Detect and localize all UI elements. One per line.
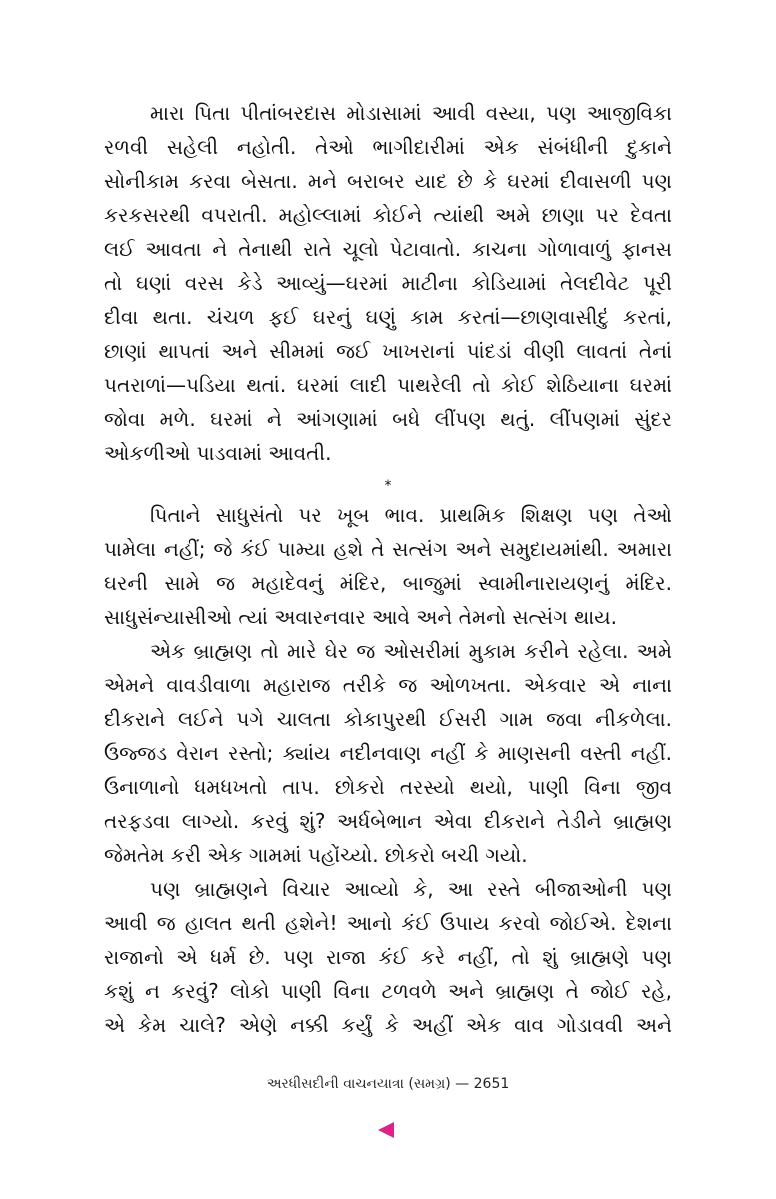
text-line: કરકસરથી વપરાતી. મહોલ્લામાં કોઈને ત્યાંથી અમે છાણા પર દેવતા [104,203,672,227]
text-line: ઉજ્જડ વેરાન રસ્તો; ક્યાંય નદીનવાણ નહીં કે માણસની વસ્તી નહીં. [104,741,672,765]
text-line: દીવા થતા. ચંચળ ફઈ ઘરનું ઘણું કામ કરતાં—છાણવાસીદું કરતાં, [104,305,672,329]
text-line: રાજાનો એ ધર્મ છે. પણ રાજા કંઈ કરે નહીં, તો શું બ્રાહ્મણે પણ [104,945,672,969]
text-line: કશું ન કરવું? લોકો પાણી વિના ટળવળે અને બ્રાહ્મણ તે જોઈ રહે, [104,979,672,1003]
text-line: એ કેમ ચાલે? એણે નક્કી કર્યું કે અહીં એક વાવ ગોડાવવી અને [104,1013,672,1037]
triangle-left-icon[interactable] [378,1122,394,1138]
text-line: એક બ્રાહ્મણ તો મારે ઘેર જ ઓસરીમાં મુકામ કરીને રહેલા. અમે [150,639,672,663]
text-line: જોવા મળે. ઘરમાં ને આંગણામાં બધે લીંપણ થતું. લીંપણમાં સુંદર [104,407,672,431]
text-line: તરફડવા લાગ્યો. કરવું શું? અર્ધબેભાન એવા દીકરાને તેડીને બ્રાહ્મણ [104,809,672,833]
text-line: પિતાને સાધુસંતો પર ખૂબ ભાવ. પ્રાથમિક શિક્ષણ પણ તેઓ [150,503,672,527]
text-line: જેમતેમ કરી એક ગામમાં પહોંચ્યો. છોકરો બચી ગયો. [104,843,528,867]
paragraph-4 [104,872,672,1042]
text-line: ઘરની સામે જ મહાદેવનું મંદિર, બાજુમાં સ્વામીનારાયણનું મંદિર. [104,571,672,595]
text-line: મારા પિતા પીતાંબરદાસ મોડાસામાં આવી વસ્યા, પણ આજીવિકા [150,101,672,125]
page-footer: અરધીસદીની વાચનયાત્રા (સમગ્ર) — 2651 [266,1076,510,1092]
paragraph-2 [104,498,672,634]
text-line: સાધુસંન્યાસીઓ ત્યાં અવારનવાર આવે અને તેમનો સત્સંગ થાય. [104,605,618,629]
text-line: રળવી સહેલી નહોતી. તેઓ ભાગીદારીમાં એક સંબંધીની દુકાને [104,135,672,159]
text-line: પણ બ્રાહ્મણને વિચાર આવ્યો કે, આ રસ્તે બીજાઓની પણ [150,877,672,901]
text-line: પામેલા નહીં; જે કંઈ પામ્યા હશે તે સત્સંગ અને સમુદાયમાંથી. અમારા [104,537,672,561]
text-line: આવી જ હાલત થતી હશેને! આનો કંઈ ઉપાય કરવો જોઈએ. દેશના [104,911,672,935]
text-line: છાણાં થાપતાં અને સીમમાં જઈ ખાખરાનાં પાંદડાં વીણી લાવતાં તેનાં [104,339,672,363]
text-line: પતરાળાં—પડિયા થતાં. ઘરમાં લાદી પાથરેલી તો કોઈ શેઠિયાના ઘરમાં [104,373,672,397]
text-line: લઈ આવતા ને તેનાથી રાતે ચૂલો પેટાવાતો. કાચના ગોળાવાળું ફાનસ [104,237,672,261]
text-line: દીકરાને લઈને પગે ચાલતા કોકાપુરથી ઈસરી ગામ જવા નીકળેલા. [104,707,672,731]
text-line: એમને વાવડીવાળા મહારાજ તરીકે જ ઓળખતા. એકવાર એ નાના [104,673,672,697]
text-line: તો ઘણાં વરસ કેડે આવ્યું—ઘરમાં માટીના કોડિયામાં તેલદીવેટ પૂરી [104,271,672,295]
text-line: ઉનાળાનો ધમધખતો તાપ. છોકરો તરસ્યો થયો, પાણી વિના જીવ [104,775,672,799]
paragraph-1 [104,96,672,470]
paragraph-3 [104,634,672,872]
section-separator: * [384,478,392,494]
text-line: સોનીકામ કરવા બેસતા. મને બરાબર યાદ છે કે ઘરમાં દીવાસળી પણ [104,169,672,193]
text-line: ઓકળીઓ પાડવામાં આવતી. [104,441,332,465]
